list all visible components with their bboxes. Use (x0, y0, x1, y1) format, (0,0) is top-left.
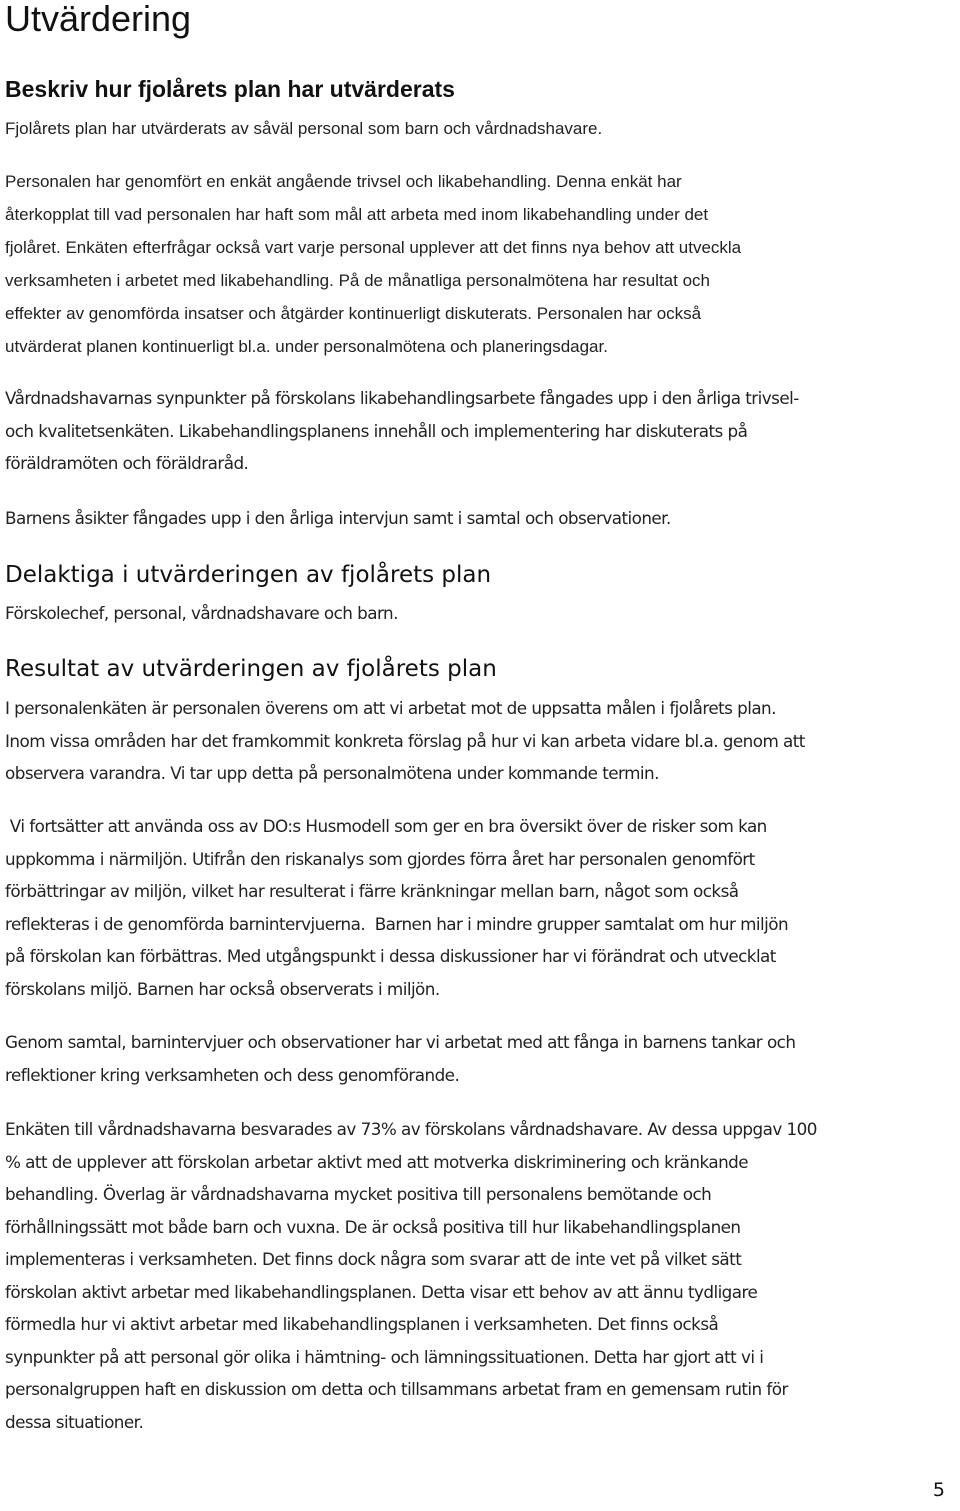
text-line: Genom samtal, barnintervjuer och observationer har vi arbetat med att fånga in barnens tankar och (5, 1032, 796, 1052)
text-line: implementeras i verksamheten. Det finns dock några som svarar att de inte vet på vilket sätt (5, 1249, 742, 1269)
paragraph (5, 1113, 817, 1438)
section-heading-results: Resultat av utvärderingen av fjolårets plan (5, 656, 497, 682)
text-line: personalgruppen haft en diskussion om detta och tillsammans arbetat fram en gemensam rutin för (5, 1379, 788, 1399)
section-heading-participants: Delaktiga i utvärderingen av fjolårets plan (5, 562, 492, 588)
text-line: förhållningssätt mot både barn och vuxna. De är också positiva till hur likabehandlingsplanen (5, 1216, 741, 1237)
text-line: Barnens åsikter fångades upp i den årliga intervjun samt i samtal och observationer. (5, 508, 671, 528)
paragraph (5, 692, 805, 790)
text-line: Fjolårets plan har utvärderats av såväl personal som barn och vårdnadshavare. (5, 119, 603, 138)
text-line: förskolans miljö. Barnen har också observerats i miljön. (5, 978, 440, 999)
text-line: på förskolan kan förbättras. Med utgångspunkt i dessa diskussioner har vi förändrat och utvecklat (5, 946, 776, 966)
text-line: reflektioner kring verksamheten och dess genomförande. (5, 1064, 460, 1085)
page-title: Utvärdering (5, 0, 192, 39)
paragraph (5, 165, 741, 363)
paragraph (5, 382, 799, 480)
text-line: I personalenkäten är personalen överens om att vi arbetat mot de uppsatta målen i fjolårets plan. (5, 698, 776, 718)
text-line: verksamheten i arbetet med likabehandling. På de månatliga personalmötena har resultat och (5, 271, 710, 290)
text-line: observera varandra. Vi tar upp detta på personalmötena under kommande termin. (5, 763, 659, 783)
text-line: förskolan aktivt arbetar med likabehandlingsplanen. Detta visar ett behov av att ännu tydligare (5, 1281, 758, 1302)
text-line: behandling. Överlag är vårdnadshavarna mycket positiva till personalens bemötande och (5, 1184, 712, 1204)
paragraph (5, 597, 398, 630)
text-line: % att de upplever att förskolan arbetar aktivt med att motverka diskriminering och kränkande (5, 1151, 749, 1172)
text-line: förmedla hur vi aktivt arbetar med likabehandlingsplanen i verksamheten. Det finns också (5, 1314, 719, 1334)
text-line: Vi fortsätter att använda oss av DO:s Husmodell som ger en bra översikt över de risker som kan (5, 816, 767, 836)
text-line: föräldramöten och föräldraråd. (5, 453, 249, 473)
text-line: dessa situationer. (5, 1411, 144, 1432)
text-line: Inom vissa områden har det framkommit konkreta förslag på hur vi kan arbeta vidare bl.a. genom att (5, 730, 805, 751)
paragraph (5, 810, 788, 1005)
text-line: effekter av genomförda insatser och åtgärder kontinuerligt diskuterats. Personalen har också (5, 304, 702, 323)
text-line: återkopplat till vad personalen har haft som mål att arbeta med inom likabehandling under det (5, 205, 709, 224)
page-number: 5 (932, 1479, 945, 1501)
text-line: Förskolechef, personal, vårdnadshavare och barn. (5, 603, 398, 623)
text-line: Vårdnadshavarnas synpunkter på förskolans likabehandlingsarbete fångades upp i den årliga trivsel- (5, 388, 799, 408)
section-heading-evaluation-method: Beskriv hur fjolårets plan har utvärderats (5, 76, 455, 102)
text-line: Personalen har genomfört en enkät angående trivsel och likabehandling. Denna enkät har (5, 172, 682, 191)
paragraph (5, 502, 671, 535)
text-line: fjolåret. Enkäten efterfrågar också vart varje personal upplever att det finns nya behov att utveckla (5, 238, 742, 257)
text-line: förbättringar av miljön, vilket har resulterat i färre kränkningar mellan barn, något som också (5, 881, 739, 901)
text-line: reflekteras i de genomförda barnintervjuerna. Barnen har i mindre grupper samtalat om hur miljön (5, 913, 789, 934)
text-line: uppkomma i närmiljön. Utifrån den riskanalys som gjordes förra året har personalen genomfört (5, 848, 755, 869)
text-line: synpunkter på att personal gör olika i hämtning- och lämningssituationen. Detta har gjort att vi i (5, 1346, 764, 1367)
text-line: och kvalitetsenkäten. Likabehandlingsplanens innehåll och implementering har diskuterats på (5, 420, 748, 441)
text-line: utvärderat planen kontinuerligt bl.a. under personalmötena och planeringsdagar. (5, 337, 608, 356)
paragraph (5, 112, 602, 145)
text-line: Enkäten till vårdnadshavarna besvarades av 73% av förskolans vårdnadshavare. Av dessa uppgav 100 (5, 1119, 817, 1139)
paragraph (5, 1026, 795, 1091)
